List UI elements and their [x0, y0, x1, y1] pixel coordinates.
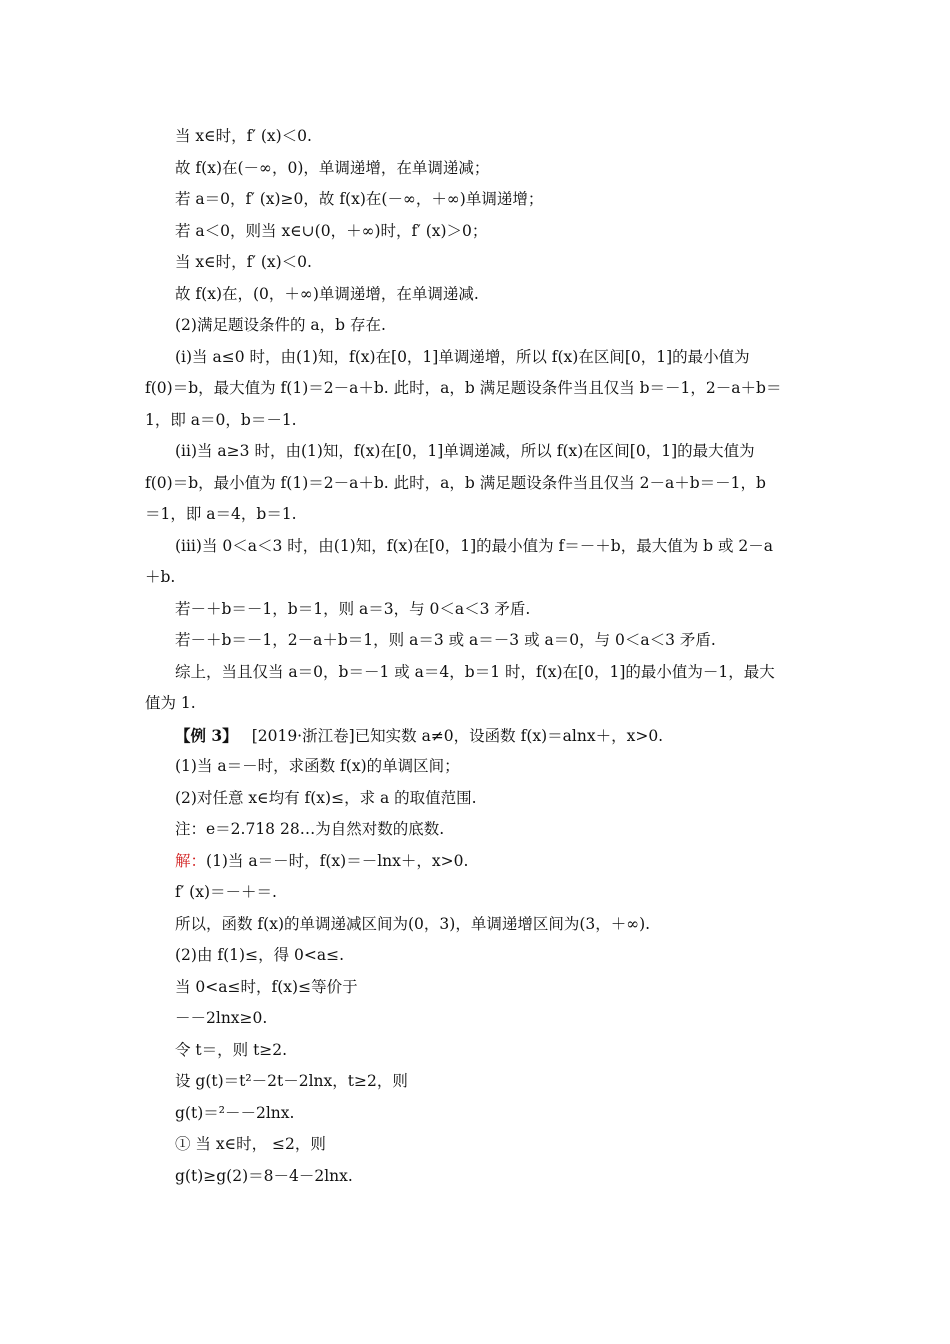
solution-line — [145, 846, 810, 878]
text-line: 注：e＝2.718 28…为自然对数的底数. — [175, 820, 445, 838]
text-line: (1)当 a＝－时，求函数 f(x)的单调区间； — [175, 757, 460, 775]
text-line: f′ (x)＝－＋＝. — [175, 883, 277, 901]
solution-text: (1)当 a＝－时，f(x)＝－lnx＋，x>0. — [206, 851, 469, 870]
text-line: ① 当 x∈时， ≤2，则 — [175, 1135, 326, 1153]
text-line: g(t)＝²－－2lnx. — [175, 1103, 295, 1122]
text-line: (ⅱ)当 a≥3 时，由(1)知，f(x)在[0，1]单调递减，所以 f(x)在区间[0，1]的最大值为 — [175, 442, 755, 460]
text-line: 若－＋b＝－1，2－a＋b＝1，则 a＝3 或 a＝－3 或 a＝0，与 0＜a＜3 矛盾. — [175, 631, 716, 649]
text-line: 故 f(x)在(－∞，0)，单调递增，在单调递减； — [175, 158, 490, 177]
text-line: －－2lnx≥0. — [175, 1009, 268, 1027]
text-line: ＝1，即 a＝4，b＝1. — [145, 505, 297, 523]
document-body — [145, 121, 810, 1192]
text-line: 若 a＝0，f′ (x)≥0，故 f(x)在(－∞，＋∞)单调递增； — [175, 190, 544, 208]
text-line: 故 f(x)在，(0，＋∞)单调递增，在单调递减. — [175, 284, 479, 303]
example-tag: 【例 3】 — [175, 725, 238, 745]
text-line: 若－＋b＝－1，b＝1，则 a＝3，与 0＜a＜3 矛盾. — [175, 599, 531, 618]
text-line: 1，即 a＝0，b＝－1. — [145, 410, 297, 429]
text-line: 设 g(t)＝t²－2t－2lnx，t≥2，则 — [175, 1072, 408, 1090]
text-line: f(0)＝b，最大值为 f(1)＝2－a＋b. 此时，a，b 满足题设条件当且仅当 b＝－1，2－a＋b＝ — [145, 379, 782, 397]
text-line: 当 0<a≤时，f(x)≤等价于 — [175, 977, 358, 996]
example-source: [2019·浙江卷]已知实数 a≠0，设函数 f(x)＝alnx＋，x>0. — [251, 726, 664, 745]
text-line: (2)满足题设条件的 a，b 存在. — [175, 316, 386, 334]
text-line: (ⅰ)当 a≤0 时，由(1)知，f(x)在[0，1]单调递增，所以 f(x)在区间[0，1]的最小值为 — [175, 347, 750, 366]
text-line: 令 t＝，则 t≥2. — [175, 1040, 288, 1059]
example-header — [145, 720, 810, 752]
text-line: (ⅲ)当 0＜a＜3 时，由(1)知，f(x)在[0，1]的最小值为 f＝－＋b，最大值为 b 或 2－a — [175, 536, 774, 555]
text-line: g(t)≥g(2)＝8－4－2lnx. — [175, 1166, 353, 1185]
text-line: (2)由 f(1)≤，得 0<a≤. — [175, 946, 344, 964]
text-line: 若 a＜0，则当 x∈∪(0，＋∞)时，f′ (x)＞0； — [175, 221, 488, 240]
text-line: f(0)＝b，最小值为 f(1)＝2－a＋b. 此时，a，b 满足题设条件当且仅当 2－a＋b＝－1，b — [145, 473, 766, 492]
text-line: 综上，当且仅当 a＝0，b＝－1 或 a＝4，b＝1 时，f(x)在[0，1]的最小值为－1，最大 — [175, 662, 775, 681]
text-line: ＋b. — [145, 568, 176, 586]
text-line: 值为 1. — [145, 694, 196, 712]
text-line: (2)对任意 x∈均有 f(x)≤，求 a 的取值范围. — [175, 788, 477, 807]
text-line: 当 x∈时，f′ (x)＜0. — [175, 253, 312, 271]
text-line: 当 x∈时，f′ (x)＜0. — [175, 127, 312, 145]
text-line: 所以，函数 f(x)的单调递减区间为(0，3)，单调递增区间为(3，＋∞). — [175, 914, 651, 933]
solution-label: 解： — [175, 851, 207, 870]
